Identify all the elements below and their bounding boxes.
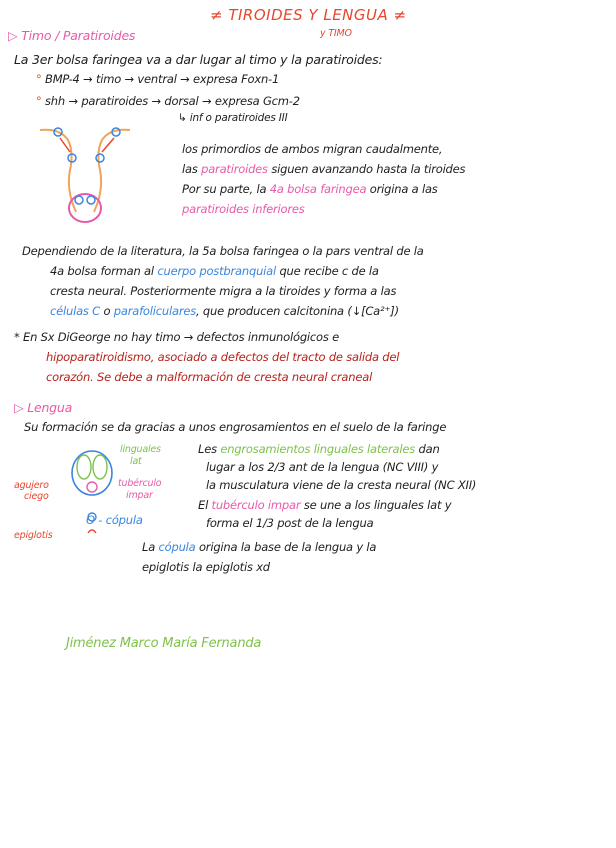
title-deco-left: ≠ (210, 6, 229, 24)
lengua-line-3: lugar a los 2/3 ant de la lengua (NC VIII) y (206, 460, 439, 474)
lingual-lateral-right (93, 455, 107, 479)
lengua-line-5 (198, 498, 451, 512)
bolsa5-4d: , que producen calcitonina (↓[Ca²⁺]) (196, 304, 399, 318)
lengua-5c: se une a los linguales lat y (300, 498, 452, 512)
page-title-text: TIROIDES Y LENGUA (228, 6, 389, 24)
bolsa5-2b: cuerpo postbranquial (157, 264, 276, 278)
page-subtitle: y TIMO (320, 28, 352, 39)
section-timo-heading (8, 28, 135, 43)
label-lat: lat (130, 456, 142, 467)
migration-arrow-right (102, 138, 114, 152)
digeorge-1: * En Sx DiGeorge no hay timo → defectos inmunológicos e (14, 330, 339, 344)
label-ciego: ciego (24, 491, 49, 502)
primordios-line-2 (182, 162, 465, 176)
label-copula: O - cópula (86, 513, 143, 527)
lingual-lateral-left (77, 455, 91, 479)
primordios-line-3 (182, 182, 438, 196)
primordios-3a: Por su parte, la (182, 182, 270, 196)
timo-bmp-text: BMP-4 → timo → ventral → expresa Foxn-1 (45, 72, 280, 86)
title-deco-right: ≠ (388, 6, 407, 24)
bolsa5-line-3: cresta neural. Posteriormente migra a la tiroides y forma a las (50, 284, 397, 298)
bullet-dot-icon: ° (36, 94, 46, 108)
section-lengua-heading-text: Lengua (27, 400, 73, 415)
pouch-outline-right (94, 130, 130, 212)
lengua-7b: cópula (158, 540, 196, 554)
primordios-3b: 4a bolsa faringea (269, 182, 367, 196)
timo-shh-line (36, 94, 300, 108)
primordios-line-4: paratiroides inferiores (182, 202, 305, 216)
label-tuberculo: tubérculo (118, 478, 162, 489)
label-impar: impar (126, 490, 153, 501)
epiglotis-shape (88, 530, 96, 533)
author-signature: Jiménez Marco María Fernanda (66, 636, 262, 651)
lengua-line-8: epiglotis la epiglotis xd (142, 560, 270, 574)
lengua-7a: La (142, 540, 159, 554)
page-title (210, 6, 407, 24)
lengua-2a: Les (198, 442, 221, 456)
primordios-line-1: los primordios de ambos migran caudalmente, (182, 142, 443, 156)
pharyngeal-pouch-diagram (30, 120, 140, 230)
bullet-dot-icon: ° (36, 72, 46, 86)
bolsa5-line-2 (50, 264, 379, 278)
section-lengua-heading (14, 400, 72, 415)
lengua-7c: origina la base de la lengua y la (195, 540, 377, 554)
lengua-line-7 (142, 540, 376, 554)
tiroides-node-left (75, 196, 83, 204)
tuberculo-impar-shape (87, 482, 97, 492)
timo-shh-text: shh → paratiroides → dorsal → expresa Gcm-2 (45, 94, 300, 108)
tiroides-node-right (87, 196, 95, 204)
lengua-5b: tubérculo impar (211, 498, 301, 512)
lengua-2b: engrosamientos linguales laterales (220, 442, 416, 456)
triangle-bullet-icon: ▷ (14, 400, 28, 415)
primordios-2b: paratiroides (201, 162, 268, 176)
bolsa5-line-1: Dependiendo de la literatura, la 5a bolsa faringea o la pars ventral de la (22, 244, 424, 258)
lengua-line-2 (198, 442, 440, 456)
section-timo-heading-text: Timo / Paratiroides (21, 28, 136, 43)
lengua-line-6: forma el 1/3 post de la lengua (206, 516, 374, 530)
timo-intro: La 3er bolsa faringea va a dar lugar al timo y la paratiroides: (14, 52, 383, 67)
paratiroides-right (96, 154, 104, 162)
bolsa5-2c: que recibe c de la (276, 264, 379, 278)
timo-bmp-line (36, 72, 279, 86)
label-agujero: agujero (14, 480, 49, 491)
lengua-line-4: la musculatura viene de la cresta neural (NC XII) (206, 478, 477, 492)
lengua-2c: dan (415, 442, 440, 456)
primordios-2a: las (182, 162, 202, 176)
primordios-2c: siguen avanzando hasta la tiroides (267, 162, 466, 176)
bolsa5-2a: 4a bolsa forman al (50, 264, 158, 278)
digeorge-line-1 (14, 330, 339, 344)
lengua-5a: El (198, 498, 212, 512)
primordios-3c: origina a las (366, 182, 438, 196)
lengua-line-1: Su formación se da gracias a unos engrosamientos en el suelo de la faringe (24, 420, 447, 434)
pouch-outline-left (40, 130, 76, 212)
bolsa5-4a: células C (50, 304, 101, 318)
bolsa5-4b: o (100, 304, 114, 318)
label-epiglotis: epiglotis (14, 530, 53, 541)
digeorge-line-3: corazón. Se debe a malformación de cresta neural craneal (46, 370, 373, 384)
bolsa5-line-4 (50, 304, 399, 318)
label-linguales: linguales (120, 444, 161, 455)
timo-inf-line: ↳ inf o paratiroides III (178, 112, 288, 124)
digeorge-line-2: hipoparatiroidismo, asociado a defectos del tracto de salida del (46, 350, 400, 364)
triangle-bullet-icon: ▷ (8, 28, 22, 43)
bolsa5-4c: parafoliculares (113, 304, 197, 318)
